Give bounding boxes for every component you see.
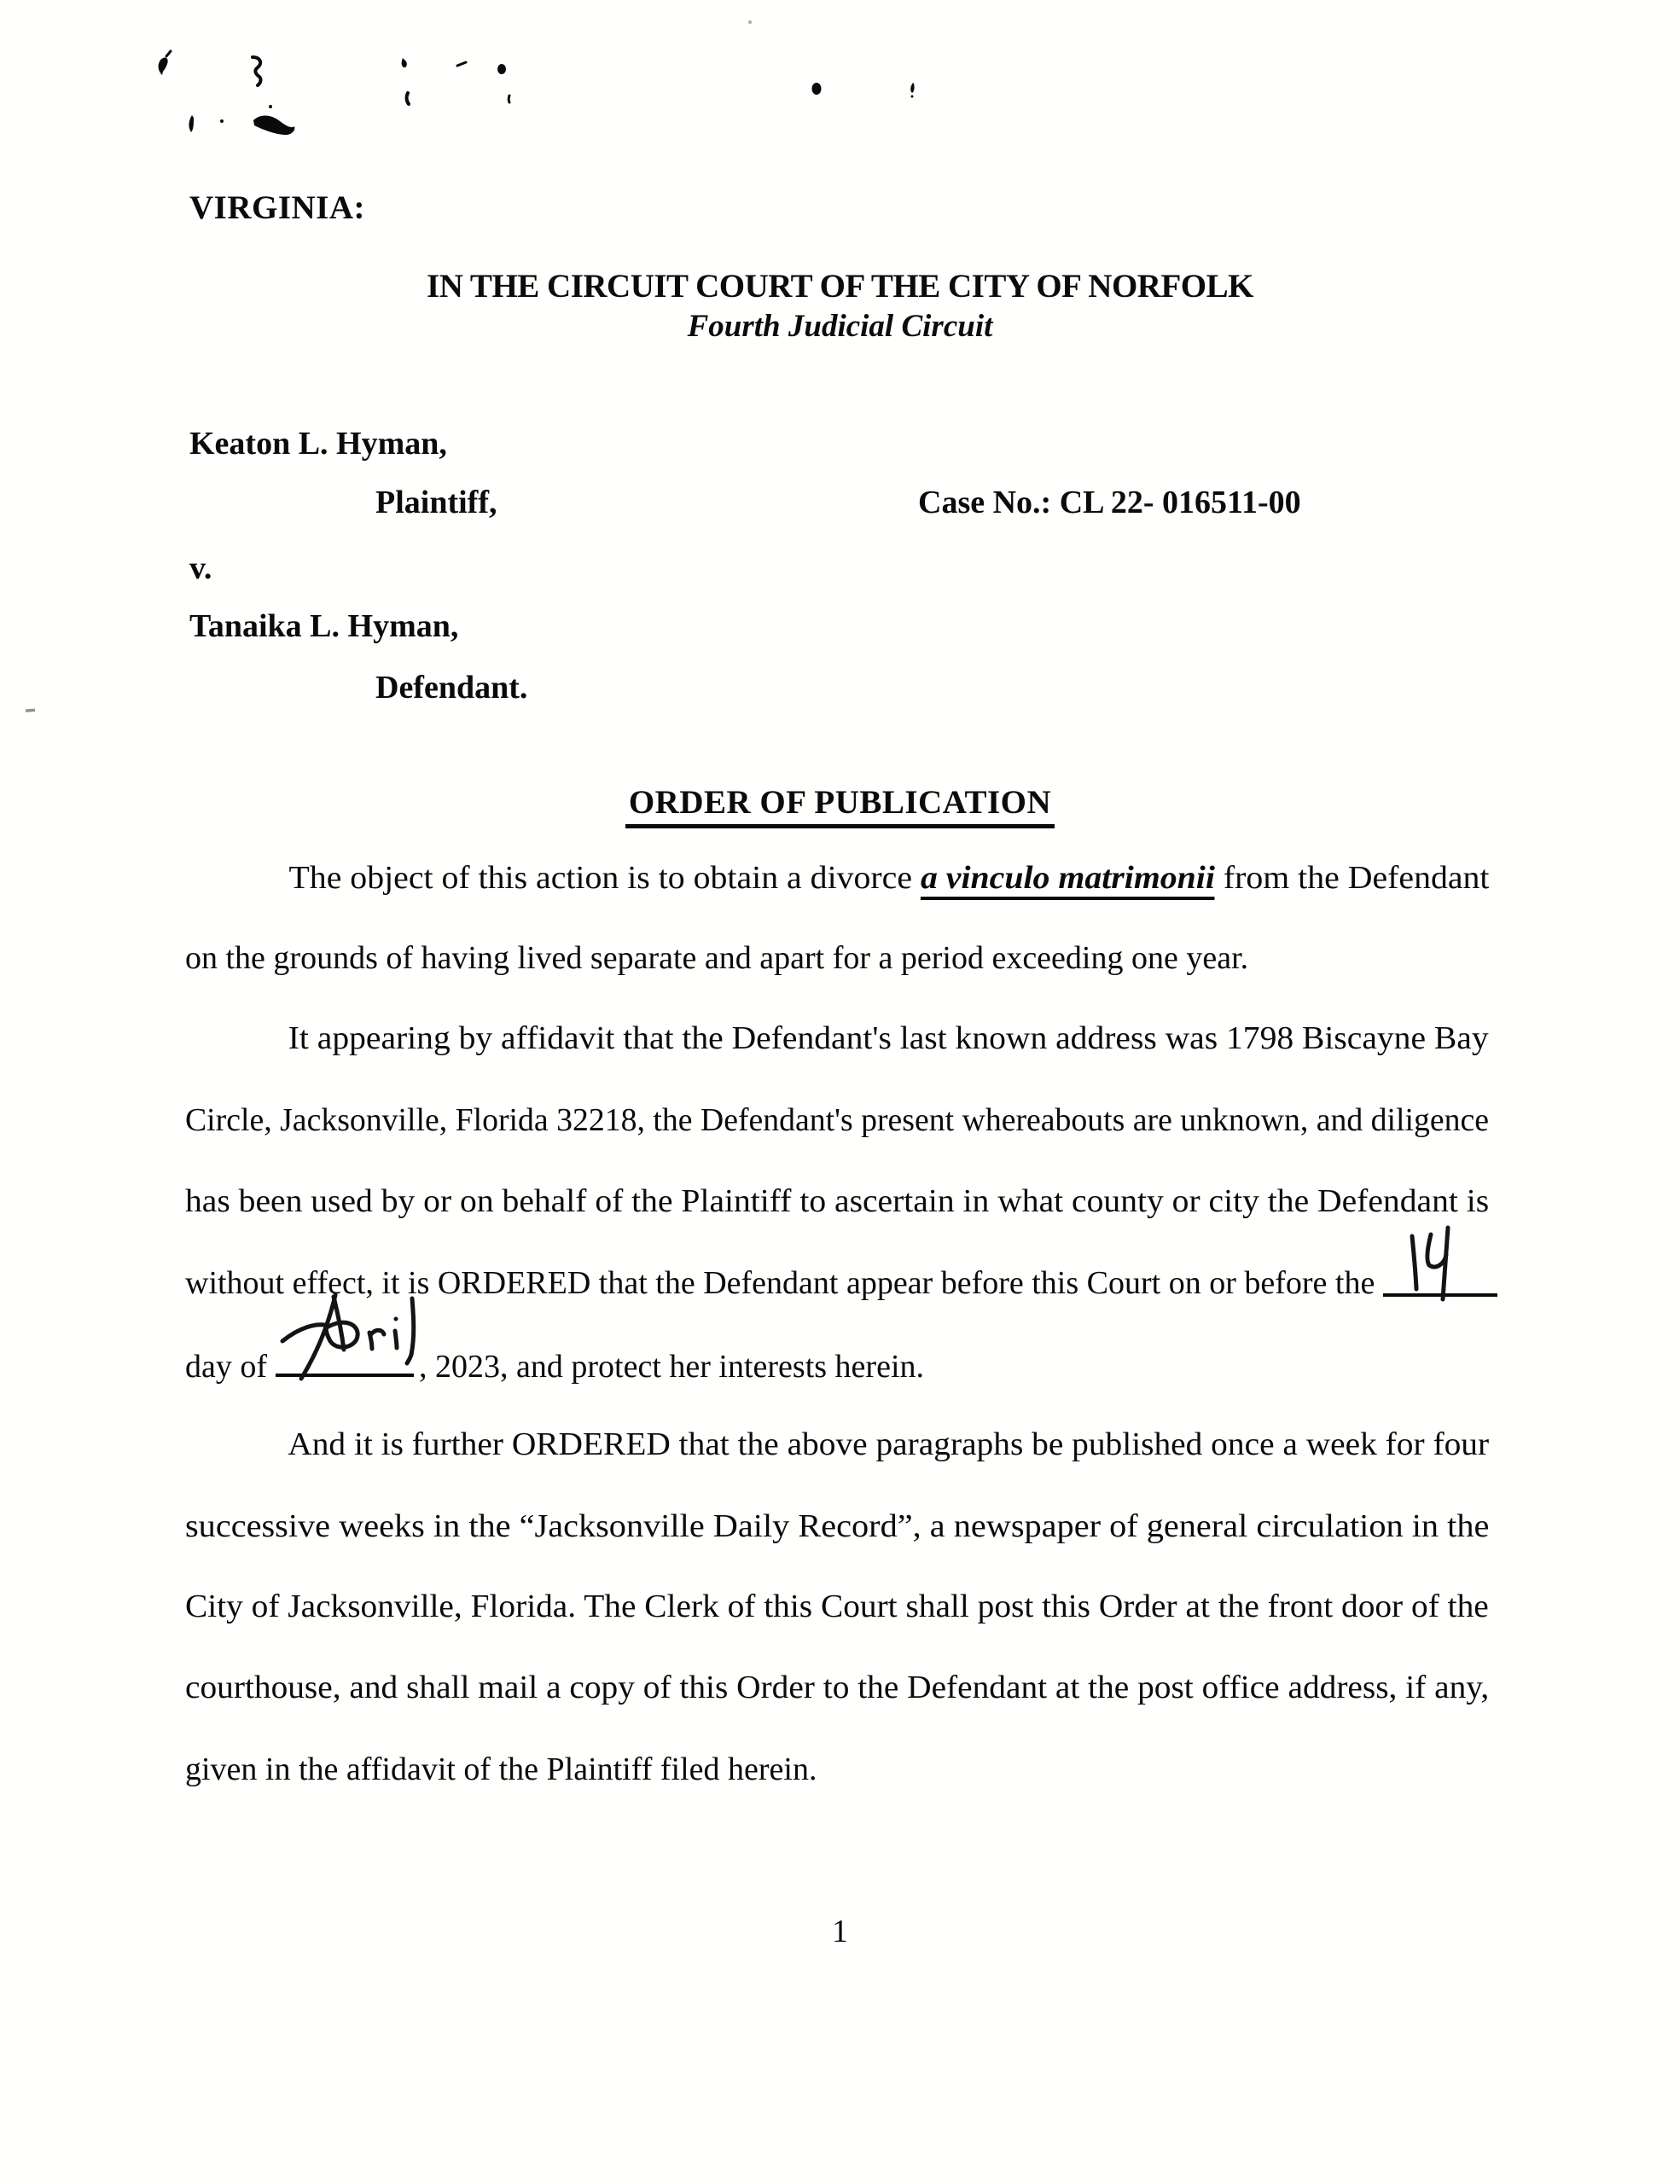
- body-line: given in the affidavit of the Plaintiff filed herein.: [185, 1751, 817, 1787]
- page-number: 1: [832, 1914, 848, 1949]
- body-line: courthouse, and shall mail a copy of this Order to the Defendant at the post office address, if any,: [185, 1670, 1490, 1705]
- body-line: without effect, it is ORDERED that the Defendant appear before this Court on or before the: [185, 1263, 1489, 1304]
- p2-l5-post: , 2023, and protect her interests herein.: [419, 1349, 924, 1385]
- body-line: City of Jacksonville, Florida. The Clerk of this Court shall post this Order at the front door of the: [185, 1589, 1489, 1624]
- latin-phrase: a vinculo matrimonii: [921, 860, 1215, 900]
- court-subtitle: Fourth Judicial Circuit: [687, 309, 993, 344]
- body-line: [185, 1343, 1489, 1384]
- body-line: Circle, Jacksonville, Florida 32218, the Defendant's present whereabouts are unknown, and diligence: [185, 1102, 1490, 1138]
- order-title: ORDER OF PUBLICATION: [625, 783, 1055, 828]
- versus: v.: [189, 550, 212, 586]
- body-line: has been used by or on behalf of the Plaintiff to ascertain in what county or city the Defendant is: [185, 1183, 1490, 1219]
- case-number: Case No.: CL 22- 016511-00: [918, 485, 1301, 520]
- defendant-role: Defendant.: [375, 670, 528, 706]
- state-heading: VIRGINIA:: [189, 189, 366, 226]
- handwritten-day-blank: [1383, 1263, 1497, 1297]
- defendant-name: Tanaika L. Hyman,: [189, 608, 459, 644]
- plaintiff-role: Plaintiff,: [375, 485, 497, 520]
- p1-l1-post: from the Defendant: [1214, 860, 1490, 896]
- handwritten-day-14: [1393, 1221, 1479, 1302]
- body-line: And it is further ORDERED that the above paragraphs be published once a week for four: [288, 1426, 1490, 1462]
- court-title: IN THE CIRCUIT COURT OF THE CITY OF NORFOLK: [427, 268, 1253, 305]
- p1-l1-pre: The object of this action is to obtain a divorce: [288, 860, 921, 896]
- body-line: on the grounds of having lived separate and apart for a period exceeding one year.: [185, 940, 1249, 976]
- plaintiff-name: Keaton L. Hyman,: [189, 426, 447, 462]
- handwritten-month-blank: [276, 1343, 414, 1377]
- order-title-row: [0, 783, 1680, 828]
- body-line: [185, 857, 1489, 898]
- body-line: It appearing by affidavit that the Defendant's last known address was 1798 Biscayne Bay: [288, 1020, 1489, 1056]
- p2-l5-pre: day of: [185, 1349, 268, 1385]
- handwritten-month-april: [274, 1285, 419, 1387]
- body-line: successive weeks in the “Jacksonville Daily Record”, a newspaper of general circulation in the: [185, 1508, 1490, 1544]
